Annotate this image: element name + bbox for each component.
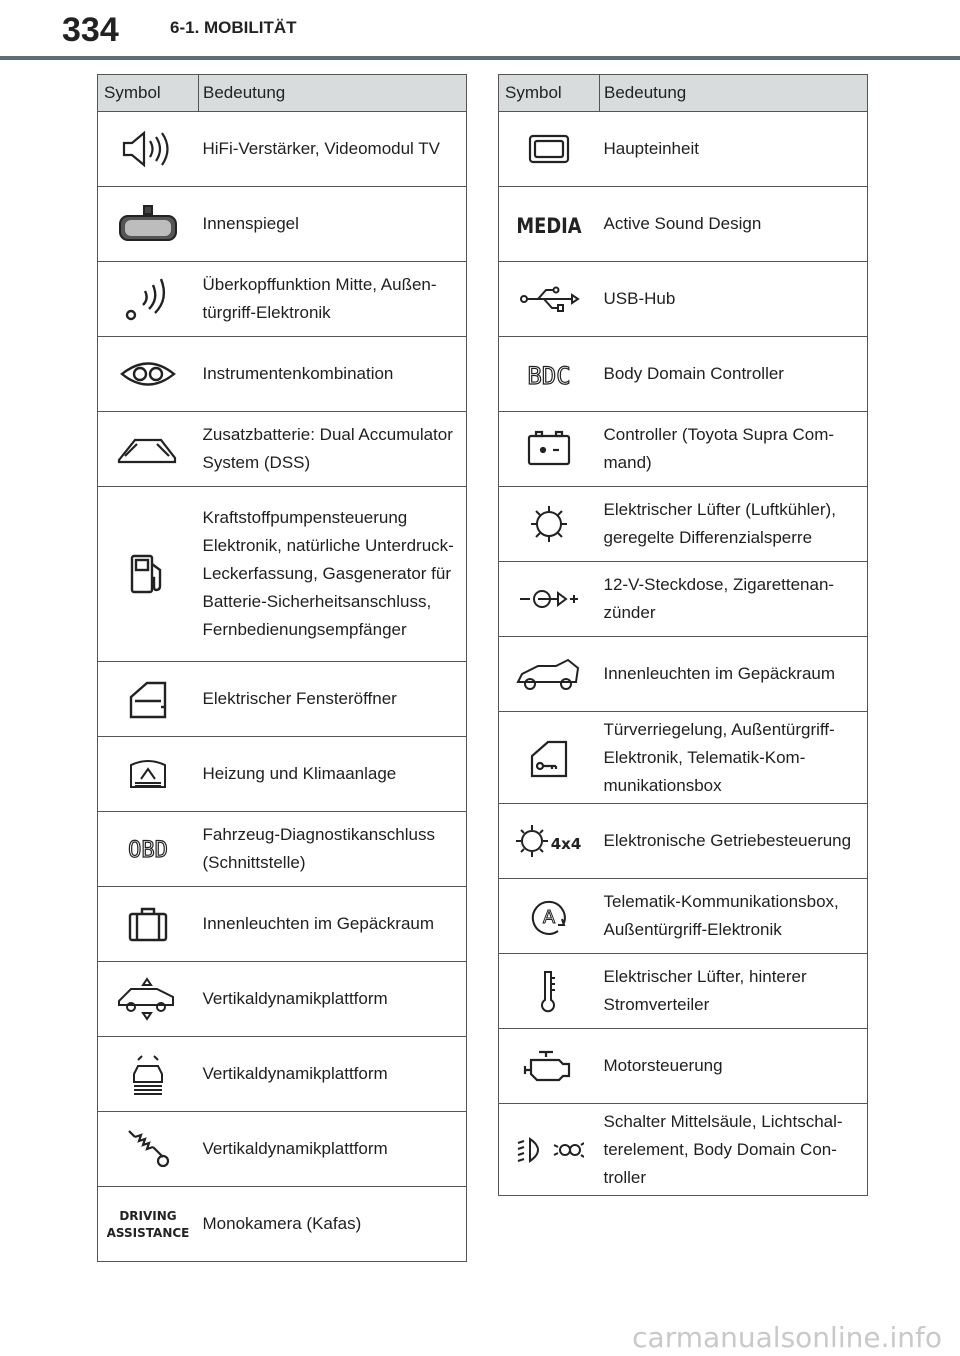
column-header-symbol: Symbol [98, 75, 199, 112]
row-text: Elektrischer Lüfter (Luftkühler), geregelte Differenzialsperre [600, 487, 868, 562]
table-row [98, 1187, 467, 1262]
row-text: Instrumentenkombination [199, 337, 467, 412]
svg-text:ASSISTANCE: ASSISTANCE [107, 1226, 190, 1240]
speaker-sound-icon [120, 127, 176, 171]
usb-icon [518, 284, 580, 314]
shock-absorber-icon [125, 1127, 171, 1171]
section-title: 6-1. MOBILITÄT [170, 18, 297, 37]
row-text: Active Sound Design [600, 187, 868, 262]
svg-text:OBD: OBD [128, 838, 169, 863]
table-row [98, 412, 467, 487]
row-text: Heizung und Klimaanlage [199, 737, 467, 812]
table-row [98, 887, 467, 962]
table-row [98, 187, 467, 262]
row-text: Zusatzbatterie: Dual Accumulator System (DSS) [199, 412, 467, 487]
table-row [499, 954, 868, 1029]
window-door-icon [125, 679, 171, 719]
table-row [499, 412, 868, 487]
gear-4x4-icon [514, 821, 584, 861]
watermark: carmanualsonline.info [632, 1321, 942, 1354]
row-text: 12-V-Steckdose, Zigarettenanzünder [600, 562, 868, 637]
luggage-icon [127, 906, 169, 942]
table-row [98, 262, 467, 337]
page-number: 334 [62, 11, 119, 49]
table-row [98, 1037, 467, 1112]
door-key-icon [526, 738, 572, 778]
svg-text:4x4: 4x4 [550, 835, 582, 853]
symbol-table-left [97, 74, 467, 1262]
table-row [499, 712, 868, 804]
table-header-row [499, 75, 868, 112]
table-row [98, 962, 467, 1037]
symbol-table-right [498, 74, 868, 1196]
table-row [499, 637, 868, 712]
row-text: Body Domain Controller [600, 337, 868, 412]
row-text: Vertikaldynamikplattform [199, 1037, 467, 1112]
row-text: Elektrischer Fensteröffner [199, 662, 467, 737]
engine-icon [523, 1048, 575, 1084]
remote-signal-icon [123, 275, 173, 323]
row-text: Kraftstoffpumpensteuerung Elektronik, natürliche Unterdruck-Leckerfassung, Gasgenerator für Batterie-Sicherheitsanschluss, Fernbedienungsempfänger [199, 487, 467, 662]
battery-icon [525, 430, 573, 468]
row-text: Elektrischer Lüfter, hinterer Stromverteiler [600, 954, 868, 1029]
instrument-cluster-icon [118, 359, 178, 389]
row-text: Innenleuchten im Gepäckraum [600, 637, 868, 712]
row-text: Türverriegelung, Außentürgriff-Elektronik, Telematik-Kommunikationsbox [600, 712, 868, 804]
table-row [499, 804, 868, 879]
row-text: Innenleuchten im Gepäckraum [199, 887, 467, 962]
table-row [98, 337, 467, 412]
table-row [499, 1104, 868, 1196]
light-switch-icon [514, 1135, 584, 1165]
rearview-mirror-icon [117, 204, 179, 244]
table-row [98, 487, 467, 662]
car-trunk-open-icon [516, 656, 582, 692]
row-text: Fahrzeug-Diagnostikanschluss (Schnittstelle) [199, 812, 467, 887]
row-text: Haupteinheit [600, 112, 868, 187]
table-row [499, 879, 868, 954]
table-row [499, 187, 868, 262]
table-row [499, 112, 868, 187]
row-text: HiFi-Verstärker, Videomodul TV [199, 112, 467, 187]
row-text: Vertikaldynamikplattform [199, 962, 467, 1037]
car-front-suspension-icon [128, 1052, 168, 1096]
table-row [499, 487, 868, 562]
gear-fan-icon [527, 502, 571, 546]
table-row [98, 1112, 467, 1187]
bdc-label-icon [521, 358, 577, 390]
table-row [98, 737, 467, 812]
row-text: Motorsteuerung [600, 1029, 868, 1104]
row-text: Innenspiegel [199, 187, 467, 262]
row-text: Elektronische Getriebesteuerung [600, 804, 868, 879]
media-label-icon [511, 209, 587, 239]
row-text: Überkopffunktion Mitte, Außentürgriff-Elektronik [199, 262, 467, 337]
row-text: Monokamera (Kafas) [199, 1187, 467, 1262]
column-header-symbol: Symbol [499, 75, 600, 112]
row-text: Vertikaldynamikplattform [199, 1112, 467, 1187]
table-row [499, 562, 868, 637]
svg-text:MEDIA: MEDIA [516, 213, 582, 239]
page-header [0, 0, 960, 60]
climate-heating-icon [125, 757, 171, 791]
fuel-pump-icon [128, 552, 168, 596]
row-text: Controller (Toyota Supra Command) [600, 412, 868, 487]
column-header-meaning: Bedeutung [199, 75, 467, 112]
table-row [499, 262, 868, 337]
row-text: Schalter Mittelsäule, Lichtschalterelement, Body Domain Controller [600, 1104, 868, 1196]
table-row [499, 1029, 868, 1104]
driving-assistance-label-icon [107, 1206, 189, 1242]
row-text: USB-Hub [600, 262, 868, 337]
svg-text:A: A [543, 907, 556, 928]
thermometer-icon [537, 968, 561, 1014]
header-rule [0, 56, 960, 60]
row-text: Telematik-Kommunikationsbox, Außentürgriff-Elektronik [600, 879, 868, 954]
table-row [98, 812, 467, 887]
obd-label-icon [123, 835, 173, 863]
svg-text:DRIVING: DRIVING [119, 1209, 177, 1223]
table-header-row [98, 75, 467, 112]
table-row [98, 112, 467, 187]
power-socket-icon [518, 586, 580, 612]
head-unit-icon [527, 133, 571, 165]
car-side-outline-icon [117, 434, 179, 464]
auto-start-stop-icon [528, 895, 570, 937]
table-row [98, 662, 467, 737]
column-header-meaning: Bedeutung [600, 75, 868, 112]
car-height-icon [117, 977, 179, 1021]
svg-text:BDC: BDC [527, 362, 571, 390]
table-row [499, 337, 868, 412]
